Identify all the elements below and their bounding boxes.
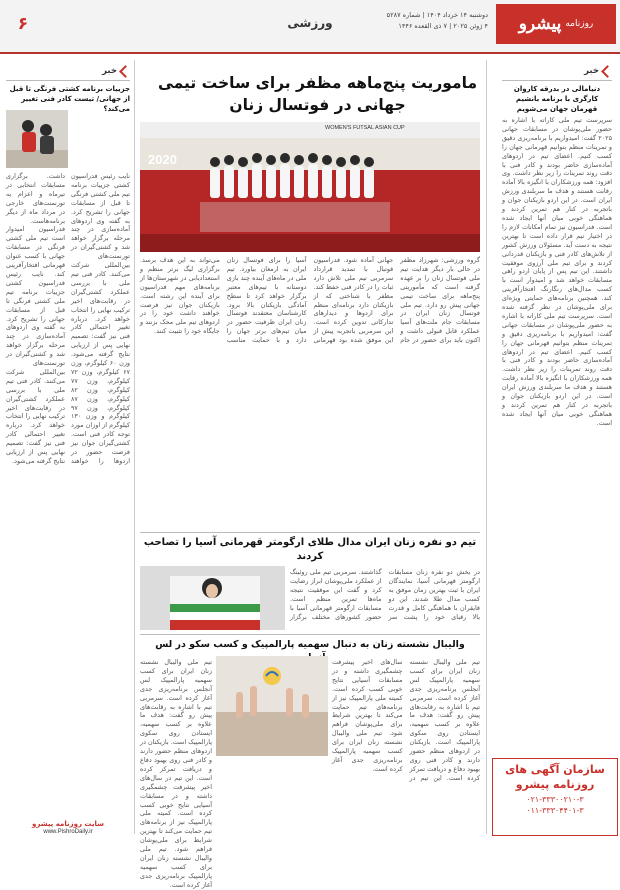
right-column-rule: [502, 80, 612, 81]
site-label: سایت روزنامه پیشرو: [32, 820, 104, 828]
left-news-label-text: خبر: [102, 66, 117, 76]
arrow-icon: [119, 65, 132, 78]
right-column-body: سرپرست تیم ملی کاراته با اشاره به حضور ملی‌پوشان در مسابقات جهانی ۲۰۲۵ گفت: امیدواریم با برنامه‌ریزی دقیق و تمرینات منظم بتوانیم قهرمانی جهان را کسب کنیم. اعضای تیم در اردوهای آماده‌سازی حاضر بودند و کادر فنی با دقت روند تمرینات را زیر نظر داشت. وی افزود: همه ورزشکاران با انگیزه بالا آماده رقابت هستند و هدف ما سربلندی ورزش ایران است. در این اردو بازیکنان جوان و باتجربه در کنار هم تمرین کردند و هماهنگی خوبی میان آنها ایجاد شده است. فدراسیون نیز تمام امکانات لازم را در اختیار تیم قرار داده است تا بهترین نتیجه به دست آید. مسئولان ورزش کشور از تلاش‌های کادر فنی و بازیکنان قدردانی کردند و برای تیم ملی آرزوی موفقیت داشتند. این تیم پس از پایان اردو راهی مسابقات خواهد شد و امیدوار است با کسب مدال‌های رنگارنگ افتخارآفرینی کند. همچنین برنامه‌های حمایتی ویژه‌ای برای ملی‌پوشان در نظر گرفته شده است. سرپرست تیم ملی کاراته با اشاره به حضور ملی‌پوشان در مسابقات جهانی گفت: امیدواریم با برنامه‌ریزی دقیق و تمرینات منظم بتوانیم قهرمانی جهان را کسب کنیم. اعضای تیم در اردوهای آماده‌سازی حاضر بودند و کادر فنی با دقت روند تمرینات را زیر نظر داشت. همه ورزشکاران با انگیزه بالا آماده رقابت هستند و هدف ما سربلندی ورزش ایران است. در این اردو بازیکنان جوان و باتجربه در کنار هم تمرین کردند و هماهنگی خوبی میان آنها ایجاد شده است.: [502, 116, 612, 427]
right-news-label-text: خبر: [584, 66, 599, 76]
logo-name: پیشرو: [518, 14, 562, 34]
ad-phone-2: ۰۱۱-۳۳۳۰۴۴۰۱-۳: [526, 806, 584, 815]
third-headline: والیبال نشسته زنان به دنبال سهمیه پارالمپیک و کسب سکو در لس: [155, 639, 465, 650]
second-headline: تیم دو نفره زنان ایران مدال طلای ارگومتر قهرمانی آسیا را تصاحب کردند: [143, 537, 477, 562]
third-body-right: تیم ملی والیبال نشسته زنان ایران برای کسب سهمیه پارالمپیک لس آنجلس برنامه‌ریزی جدی آغاز کرده است. سرمربی تیم با اشاره به رقابت‌های پیش رو گفت: هدف ما علاوه بر کسب سهمیه، ایستادن روی سکوی پارالمپیک است. بازیکنان در اردوهای منظم حضور دارند و کادر فنی روی بهبود دفاع و دریافت تمرکز کرده است. این تیم در سال‌های اخیر پیشرفت چشمگیری داشته و در مسابقات آسیایی نتایج خوبی کسب کرده است. کمیته ملی پارالمپیک نیز از برنامه‌های تیم حمایت می‌کند تا بهترین شرایط برای ملی‌پوشان فراهم شود. تیم ملی والیبال نشسته زنان ایران برای کسب سهمیه پارالمپیک برنامه‌ریزی جدی آغاز کرده است.: [332, 658, 480, 782]
lead-headline: ماموریت پنج‌ماهه مظفر برای ساخت تیمی جهانی در فوتسال زنان: [157, 74, 478, 114]
ad-phone-1: ۰۲۱-۳۳۳۰۰۲۱۰-۳: [526, 795, 584, 804]
arrow-icon: [601, 65, 614, 78]
story-rule-2: [140, 634, 480, 635]
issue-date: [387, 10, 488, 32]
column-divider-right: [486, 60, 487, 834]
lead-body: گروه ورزشی: شهرزاد مظفر در حالی بار دیگر هدایت تیم ملی فوتسال زنان را بر عهده گرفته است که مأموریتی پنج‌ماهه برای ساخت تیمی جهانی پیش رو دارد. تیم ملی فوتسال زنان ایران در مسابقات جام ملت‌های آسیا عملکرد قابل قبولی داشت و اکنون باید برای حضور در جام جهانی آماده شود. فدراسیون فوتبال با تمدید قرارداد سرمربی تیم ملی تلاش دارد ثبات را در کادر فنی حفظ کند. مظفر با شناختی که از بازیکنان دارد برنامه‌ای منظم برای اردوها و دیدارهای تدارکاتی تدوین کرده است. این سرمربی باتجربه پیش از این موفق شده بود قهرمانی آسیا را برای فوتسال زنان ایران به ارمغان بیاورد. تیم ملی در ماه‌های آینده چند بازی دوستانه با تیم‌های معتبر برگزار خواهد کرد تا سطح آمادگی بازیکنان بالا برود. کارشناسان معتقدند فوتسال زنان ایران ظرفیت حضور در میان تیم‌های برتر جهان را دارد و با حمایت مناسب می‌تواند به این هدف برسد. برگزاری لیگ برتر منظم و استعدادیابی در شهرستان‌ها از برنامه‌های مهم فدراسیون برای آینده این رشته است. بازیکنان جوان نیز فرصت خواهند داشت خود را در اردوهای تیم ملی محک بزنند و جایگاه خود را تثبیت کنند.: [140, 256, 480, 345]
second-photo: [140, 566, 285, 630]
date-line-1: دوشنبه ۱۴ خرداد ۱۴۰۴ | شماره ۵۲۸۷: [386, 11, 488, 19]
newspaper-logo[interactable]: [496, 4, 616, 44]
left-news-label: [6, 64, 130, 78]
futsal-team-photo: [140, 122, 480, 252]
left-column-rule: [6, 80, 130, 81]
lead-photo: [140, 122, 480, 252]
ad-title: سازمان آگهی های: [505, 763, 605, 776]
website-promo[interactable]: [6, 820, 130, 828]
second-body: در بخش دو نفره زنان مسابقات ارگومتر قهرمانی آسیا، نمایندگان ایران با ثبت بهترین زمان موفق به کسب مدال طلا شدند. این دو قایقران با هماهنگی کامل و قدرت بالا رقبای خود را پشت سر گذاشتند. سرمربی تیم ملی روئینگ از عملکرد ملی‌پوشان ابراز رضایت کرد و گفت این موفقیت نتیجه ماه‌ها تمرین منظم است. مسابقات ارگومتر قهرمانی آسیا با حضور کشورهای مختلف برگزار: [290, 568, 480, 621]
rowing-athlete-photo: [140, 566, 285, 630]
site-url[interactable]: www.PishroDaily.ir: [43, 829, 93, 835]
banner-text-right: WOMEN'S FUTSAL ASIAN CUP: [325, 125, 405, 131]
page-number: ۶: [17, 14, 29, 34]
left-column-headline: جزییات برنامه کشتی فرنگی تا قبل از جهانی/ تیست کادر فنی تغییر می‌کند؟: [9, 85, 130, 113]
section-title: ورزشی: [287, 16, 333, 30]
sitting-volleyball-photo: [216, 656, 328, 756]
story-rule-1: [140, 532, 480, 533]
ad-box[interactable]: [492, 758, 618, 836]
wrestling-photo: [6, 110, 68, 168]
logo-prefix: روزنامه: [565, 19, 594, 29]
third-body-left: تیم ملی والیبال نشسته زنان ایران برای کسب سهمیه پارالمپیک لس آنجلس برنامه‌ریزی جدی آغاز کرده است. سرمربی تیم با اشاره به رقابت‌های پیش رو گفت: هدف ما علاوه بر کسب سهمیه، ایستادن روی سکوی پارالمپیک است. بازیکنان در اردوهای منظم حضور دارند و کادر فنی روی بهبود دفاع و دریافت تمرکز کرده است. این تیم در سال‌های اخیر پیشرفت چشمگیری داشته و در مسابقات آسیایی نتایج خوبی کسب کرده است. کمیته ملی پارالمپیک نیز از برنامه‌های تیم حمایت می‌کند تا بهترین شرایط برای ملی‌پوشان فراهم شود. تیم ملی والیبال نشسته زنان ایران برای کسب سهمیه پارالمپیک برنامه‌ریزی جدی آغاز کرده است.: [140, 658, 212, 889]
left-column-body: نایب رئیس فدراسیون کشتی جزییات برنامه تیم ملی کشتی فرنگی تا قبل از مسابقات جهانی را تشریح کرد. به گفته وی اردوهای آماده‌سازی در چند مرحله برگزار خواهد شد و کشتی‌گیران در تورنمنت‌های بین‌المللی شرکت می‌کنند. کادر فنی تیم ملی با بررسی عملکرد کشتی‌گیران در رقابت‌های اخیر ترکیب نهایی را انتخاب خواهد کرد. درباره تغییر احتمالی کادر فنی نیز گفت: تصمیم نهایی پس از ارزیابی نتایج گرفته می‌شود. وزن ۶۰ کیلوگرم، وزن ۶۷ کیلوگرم، وزن ۷۲ کیلوگرم، وزن ۷۷ کیلوگرم، وزن ۸۲ کیلوگرم، وزن ۸۷ کیلوگرم، وزن ۹۷ کیلوگرم و وزن ۱۳۰ کیلوگرم از اوزان مورد توجه کادر فنی است. کشتی‌گیران جوان نیز فرصت حضور در اردوها را خواهند داشت. برگزاری مسابقات انتخابی در تیرماه و اعزام به تورنمنت‌های خارجی در مرداد ماه از دیگر برنامه‌هاست. فدراسیون امیدوار است تیم ملی کشتی فرنگی در مسابقات جهانی با کسب عنوان قهرمانی افتخارآفرینی کند. نایب رئیس فدراسیون کشتی جزییات برنامه تیم ملی کشتی فرنگی تا قبل از مسابقات جهانی را تشریح کرد. به گفته وی اردوهای آماده‌سازی در چند مرحله برگزار خواهد شد و کشتی‌گیران در تورنمنت‌های بین‌المللی شرکت می‌کنند. کادر فنی تیم ملی با بررسی عملکرد کشتی‌گیران در رقابت‌های اخیر ترکیب نهایی را انتخاب خواهد کرد. درباره تغییر احتمالی کادر فنی نیز گفت: تصمیم نهایی پس از ارزیابی نتایج گرفته می‌شود.: [6, 172, 130, 465]
column-divider-left: [134, 60, 135, 834]
left-photo: [6, 110, 68, 168]
date-line-2: ۴ ژوئن ۲۰۲۵ | ۷ ذی القعده ۱۴۴۶: [398, 22, 488, 30]
ad-brand: روزنامه پیشرو: [515, 778, 595, 791]
right-news-label: [502, 64, 612, 78]
right-column-headline: دنیامالی در بدرقه کاروان کارگری با برنامه بانشیم قهرمان جهان می‌شویم: [513, 85, 601, 113]
banner-text-left: 2020: [148, 152, 177, 167]
third-photo: [216, 656, 328, 756]
